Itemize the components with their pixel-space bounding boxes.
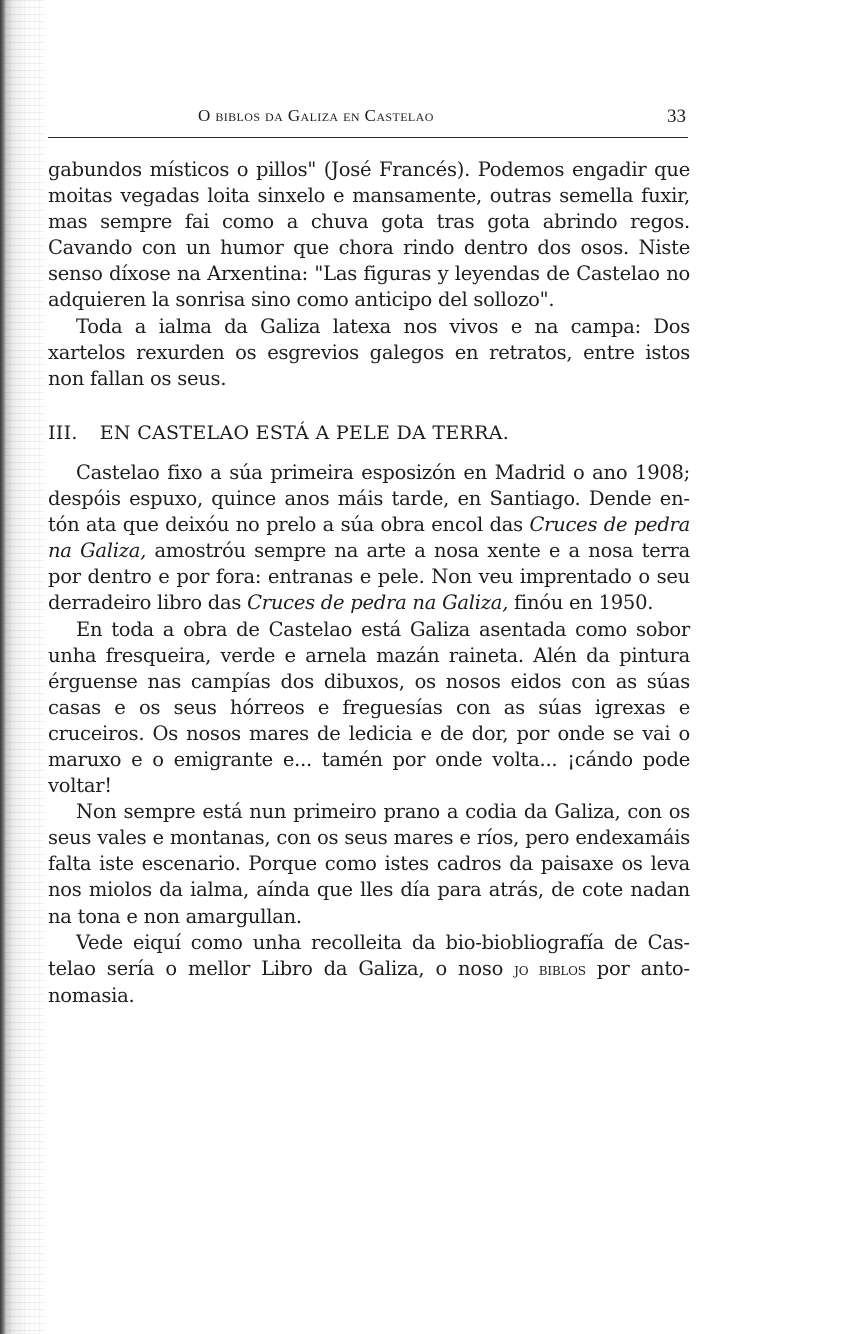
paragraph-1: gabundos místicos o pillos" (José Francés). Podemos engadir que moitas vegadas loita sinxelo e mansamente, outras semella fuxir, mas sempre fai como a chuva gota tras gota abrindo regos. Cavando con un humor que chora rindo dentro dos osos. Niste senso díxose na Arxentina: "Las figuras y leyendas de Castelao no adquieren la sonrisa sino como anticipo del sollozo". <box>48 158 690 312</box>
paragraph-6 <box>48 930 690 1009</box>
paragraph-3-italic-title-1: Cruces de pedra na Galiza, <box>48 513 690 563</box>
paragraph-2: Toda a ialma da Galiza latexa nos vivos e na campa: Dos xartelos rexurden os esgrevios galegos en retratos, entre istos non fallan os seus. <box>48 314 690 390</box>
header-rule <box>48 137 688 138</box>
section-title: EN CASTELAO ESTÁ A PELE DA TERRA. <box>99 421 510 444</box>
page-number: 33 <box>667 106 686 127</box>
body-text <box>48 157 690 1009</box>
paragraph-3-italic-title-2: Cruces de pedra na Galiza, <box>247 591 509 615</box>
paragraph-4: En toda a obra de Castelao está Galiza asentada como sobor unha fresqueira, verde e arnela mazán raineta. Alén da pintura érguense nas campías dos dibuxos, os nosos eidos con as súas casas e os seus hórreos e freguesías con as súas igrexas e cruceiros. Os nosos mares de ledicia e de dor, por onde se vai o maruxo e o emigrante e... tamén por onde volta... ¡cándo pode voltar! <box>48 617 690 798</box>
running-head <box>48 106 688 132</box>
paragraph-6-part-a: Vede eiquí como unha recolleita da bio-biobliografía de Castelao sería o mellor Libro da Galiza, o noso <box>48 930 690 980</box>
paragraph-6-small-caps: jo biblos <box>514 959 586 980</box>
paragraph-6-part-b: por antonomasia. <box>48 956 691 1007</box>
paragraph-3-part-a: Castelao fixo a súa primeira esposizón en Madrid o ano 1908; despóis espuxo, quince anos máis tarde, en Santiago. Dende entón ata que deixóu no prelo a súa obra encol das <box>48 460 690 537</box>
paragraph-3-part-b: amostróu sempre na arte a nosa xente e a nosa terra por dentro e por fora: entranas e pele. Non veu imprentado o seu derradeiro libro das <box>48 539 690 615</box>
scan-speckle <box>4 0 44 1334</box>
paragraph-3-part-c: finóu en 1950. <box>508 591 654 615</box>
paragraph-5: Non sempre está nun primeiro prano a codia da Galiza, con os seus vales e montanas, con os seus mares e ríos, pero endexamáis falta iste escenario. Porque como istes cadros da paisaxe os leva nos miolos da ialma, aínda que lles día para atrás, de cote nadan na tona e non amargullan. <box>48 800 690 928</box>
section-heading <box>48 420 690 446</box>
running-head-title: O biblos da Galiza en Castelao <box>198 106 434 125</box>
section-number: III. <box>48 421 78 444</box>
paragraph-3 <box>48 460 690 617</box>
